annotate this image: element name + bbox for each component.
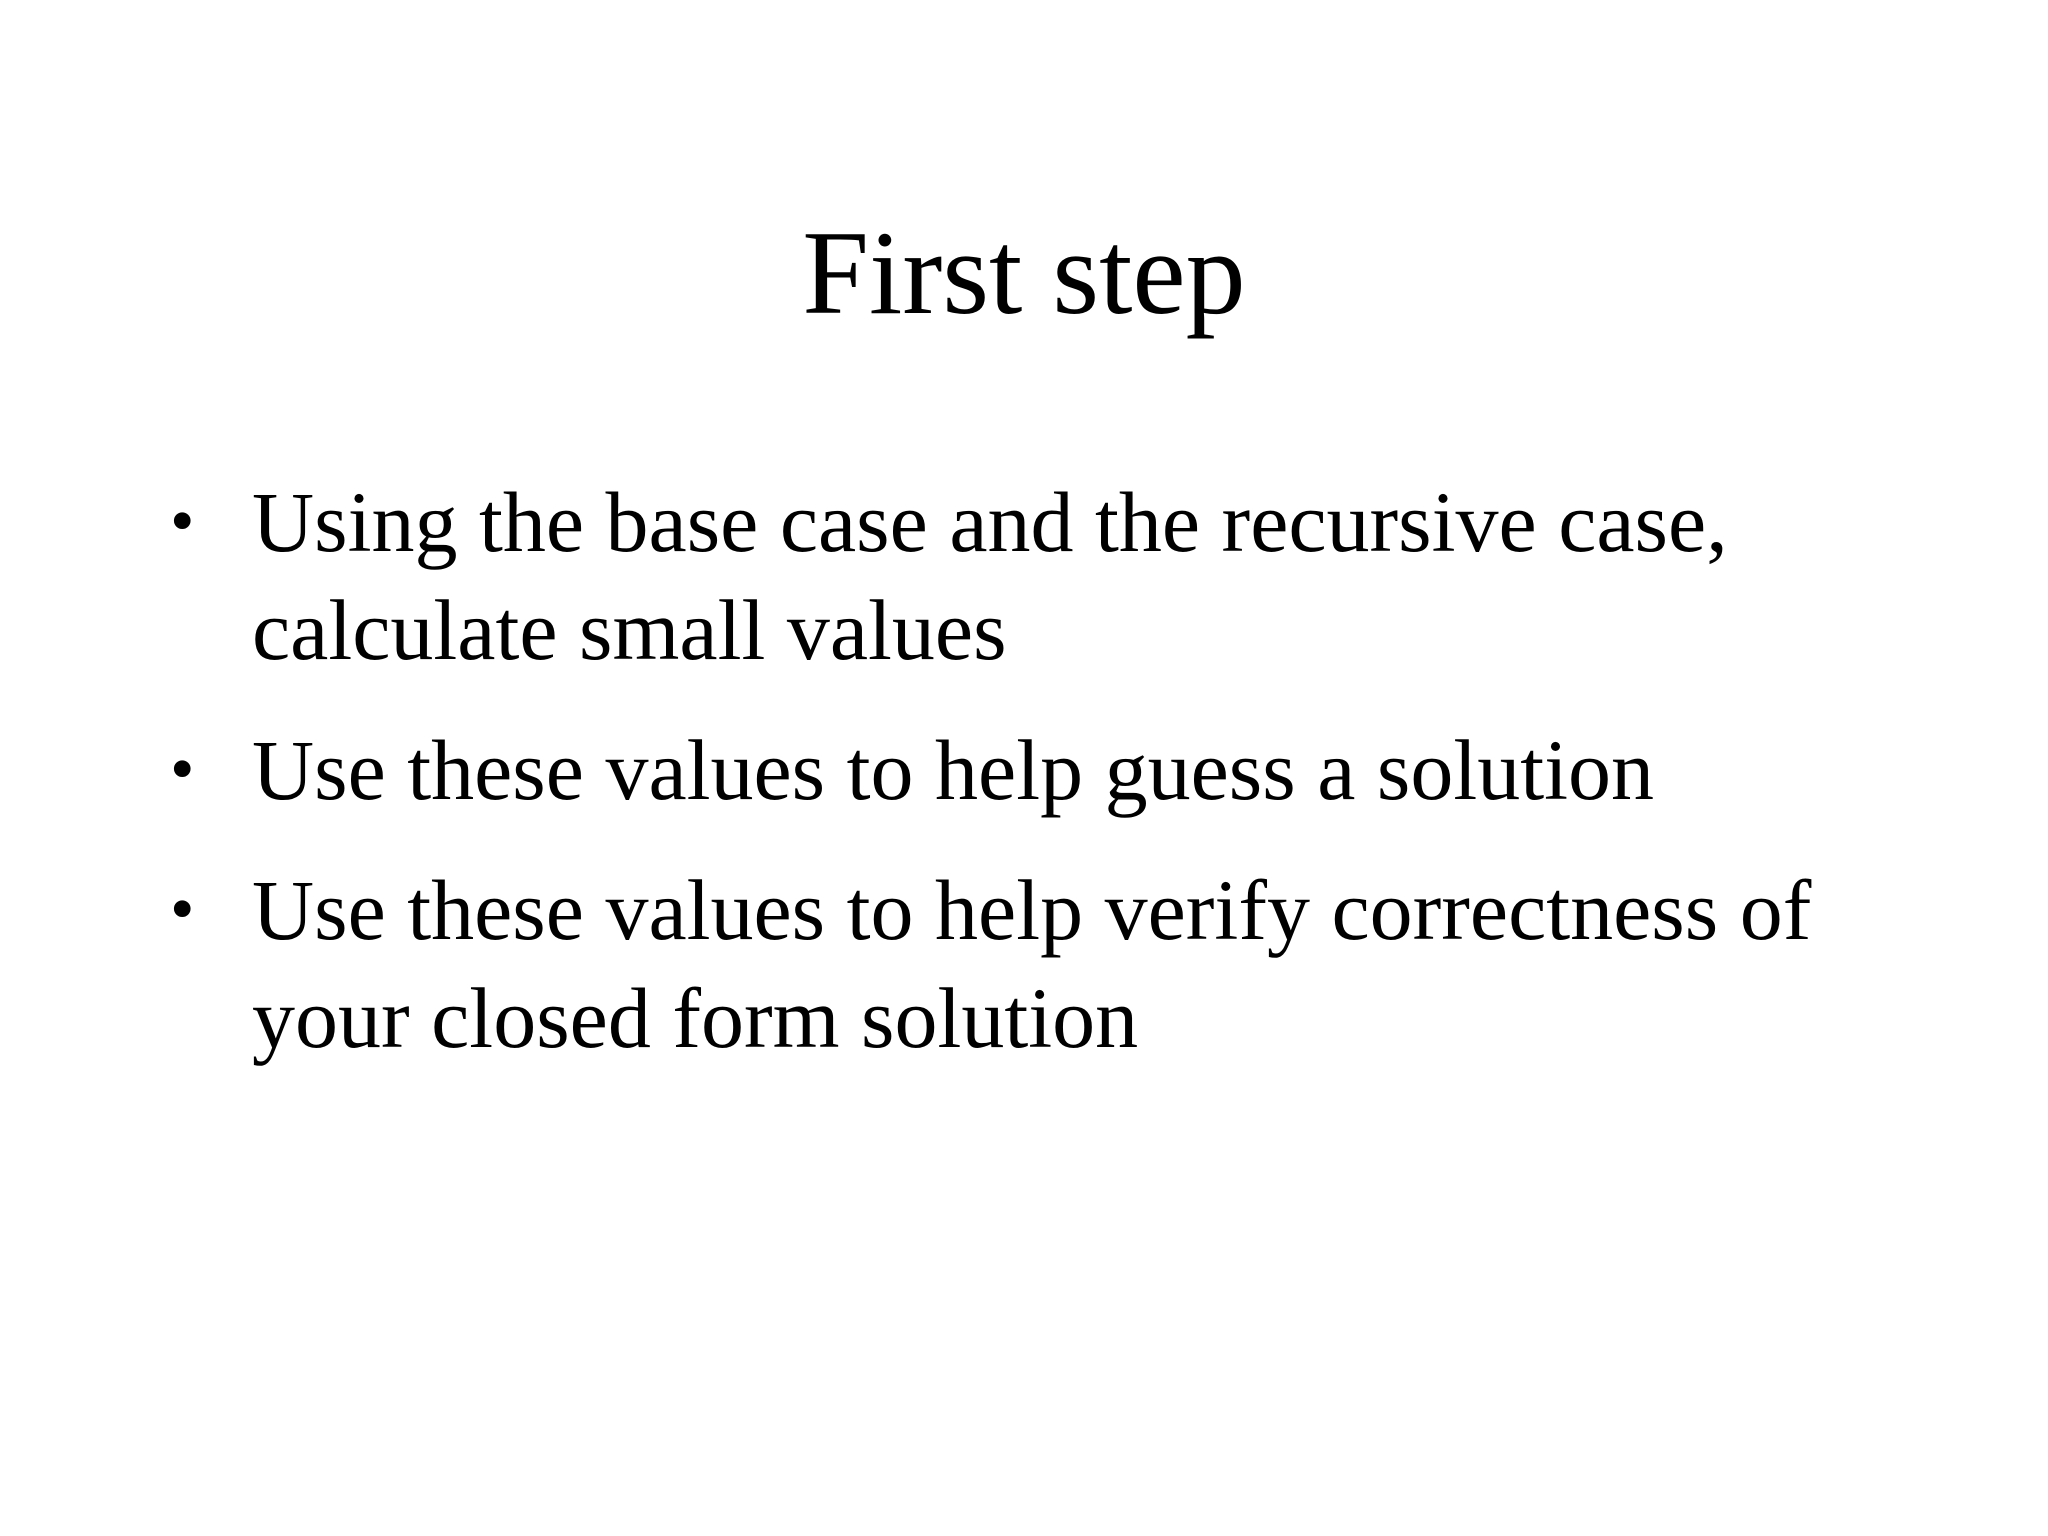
bullet-marker: • [170, 871, 195, 948]
bullet-text: Use these values to help verify correctness of your closed form solution [252, 862, 1812, 1066]
bullet-list [170, 468, 1930, 1104]
bullet-item [170, 856, 1930, 1072]
slide-title: First step [802, 206, 1246, 339]
bullet-item [170, 716, 1930, 824]
bullet-text: Using the base case and the recursive case, calculate small values [252, 474, 1728, 678]
bullet-marker: • [170, 483, 195, 560]
bullet-item [170, 468, 1930, 684]
bullet-text: Use these values to help guess a solution [252, 722, 1655, 818]
bullet-marker: • [170, 731, 195, 808]
